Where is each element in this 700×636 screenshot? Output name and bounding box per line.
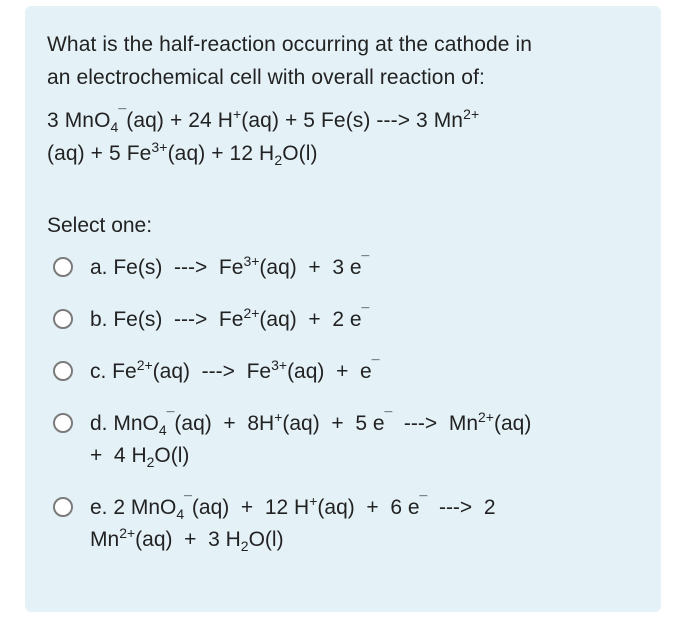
radio-d[interactable] (53, 413, 73, 433)
option-e-label[interactable]: e. 2 MnO$_4$¯(aq) + 12 H+(aq) + 6 e¯ ---> 2 $Mn^{2+}(aq) + 3$ $H_2O(l)$ (90, 493, 496, 555)
radio-a[interactable] (53, 257, 73, 277)
option-a[interactable] (47, 252, 639, 284)
option-c[interactable] (47, 356, 639, 388)
question-line-2: an electrochemical cell with overall reaction of: (47, 66, 485, 89)
radio-e[interactable] (53, 497, 73, 517)
option-d-label[interactable]: d. MnO$_4$¯(aq) + 8H+(aq) + 5 e¯ ---> $Mn^{2+}(aq)$ + 4 $H_2O(l)$ (90, 409, 532, 471)
select-one-prompt: Select one: (47, 214, 153, 237)
answer-options (47, 252, 639, 556)
option-c-label[interactable]: c. $Fe^{2+}(aq)$ ---> $Fe^{3+}(aq) + e^¯$ (90, 357, 380, 383)
option-d[interactable] (47, 408, 639, 472)
option-b-label[interactable]: b. Fe(s) ---> $Fe^{2+}(aq) + 2$ e¯ (90, 305, 370, 331)
option-a-label[interactable]: a. Fe(s) ---> $Fe^{3+}(aq) + 3$ e¯ (90, 253, 370, 279)
overall-reaction (47, 104, 639, 170)
question-text (47, 28, 639, 94)
reaction-line-2: (aq) + 5 $Fe^{3+}(aq) + 12$ $H_2O(l)$ (47, 139, 318, 169)
question-card (25, 6, 661, 612)
option-b[interactable] (47, 304, 639, 336)
reaction-line-1: 3 MnO$_4$¯(aq) + 24 H+(aq) + 5 Fe(s) ---> 3 $Mn^{2+}$ (47, 106, 480, 136)
question-line-1: What is the half-reaction occurring at the cathode in (47, 33, 533, 56)
option-e[interactable] (47, 492, 639, 556)
radio-c[interactable] (53, 361, 73, 381)
radio-b[interactable] (53, 309, 73, 329)
